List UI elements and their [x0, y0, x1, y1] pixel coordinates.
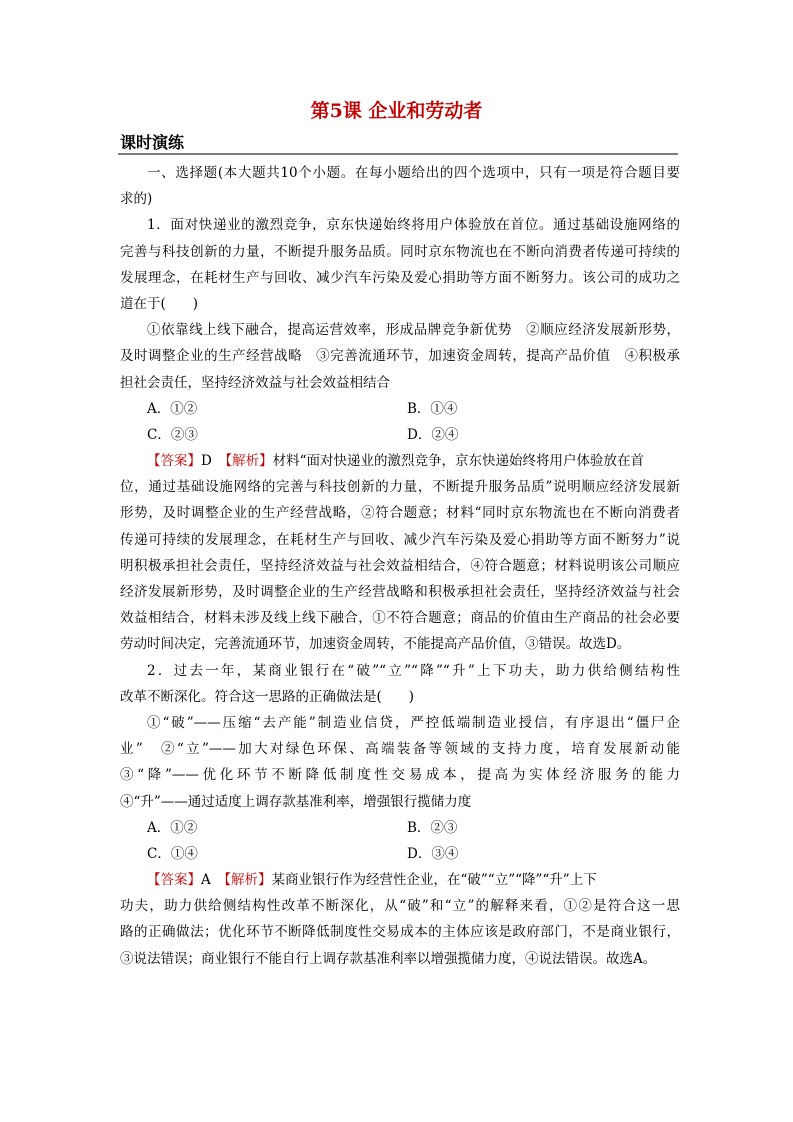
q1-stem-line: 道在于( ) [120, 295, 199, 312]
q1-option-c: C．②③ [147, 426, 198, 443]
q2-analysis-first: 某商业银行作为经营性企业，在“破”“立”“降”“升”上下 [271, 872, 597, 889]
q1-options-row [120, 396, 680, 422]
answer-tag: 【答案】 [147, 872, 201, 889]
answer-tag: 【答案】 [147, 453, 201, 470]
q2-statement-line: 业” ②“立”——加大对绿色环保、高端装备等领域的支持力度，培育发展新动能 [120, 741, 680, 758]
q1-option-b: B．①④ [407, 400, 458, 417]
q2-stem-line: 2．过去一年，某商业银行在“破”“立”“降”“升”上下功夫，助力供给侧结构性 [147, 662, 680, 679]
q1-analysis-line: 传递可持续的发展理念，在耗材生产与回收、减少汽车污染及爱心捐助等方面不断努力”说 [120, 531, 680, 548]
q1-answer: D [201, 453, 212, 470]
q1-analysis-line: 效益相结合，材料未涉及线上线下融合，①不符合题意；商品的价值由生产商品的社会必要 [120, 610, 680, 627]
q2-answer-line [120, 867, 680, 893]
section-heading: 课时演练 [120, 133, 185, 152]
q1-stem-line: 1．面对快递业的激烈竞争，京东快递始终将用户体验放在首位。通过基础设施网络的 [147, 217, 680, 234]
heading-divider [118, 153, 678, 155]
q2-analysis-line: ③说法错误；商业银行不能自行上调存款基准利率以增强揽储力度，④说法错误。故选A。 [120, 950, 657, 967]
exercise-content [120, 160, 680, 972]
q2-option-d: D．③④ [407, 845, 459, 862]
q2-analysis-line: 功夫，助力供给侧结构性改革不断深化，从“破”和“立”的解释来看，①②是符合这一思 [120, 898, 680, 915]
q1-statement-line: ①依靠线上线下融合，提高运营效率，形成品牌竞争新优势 ②顺应经济发展新形势， [147, 322, 680, 339]
q1-analysis-first: 材料“面对快递业的激烈竞争，京东快递始终将用户体验放在首 [272, 453, 644, 470]
q2-statement-line: ①“破”——压缩“去产能”制造业信贷，严控低端制造业授信，有序退出“僵尸企 [147, 714, 680, 731]
q1-options-row [120, 422, 680, 448]
q2-statement-line: ④“升”——通过适度上调存款基准利率，增强银行揽储力度 [120, 793, 472, 810]
q2-option-b: B．②③ [407, 819, 458, 836]
q1-analysis-line: 经济发展新形势，及时调整企业的生产经营战略和积极承担社会责任，坚持经济效益与社会 [120, 584, 680, 600]
q1-stem-line: 发展理念，在耗材生产与回收、减少汽车污染及爱心捐助等方面不断努力。该公司的成功之 [120, 269, 680, 286]
q2-answer: A [201, 872, 211, 889]
q2-statement-line: ③“降”——优化环节不断降低制度性交易成本，提高为实体经济服务的能力 [120, 767, 680, 784]
intro-line: 求的) [120, 191, 153, 208]
q1-statement-line: 及时调整企业的生产经营战略 ③完善流通环节，加速资金周转，提高产品价值 ④积极承 [120, 348, 680, 365]
q1-answer-line [120, 448, 680, 474]
q1-analysis-line: 劳动时间决定，完善流通环节，加速资金周转，不能提高产品价值，③错误。故选D。 [120, 636, 631, 653]
q1-analysis-line: 位，通过基础设施网络的完善与科技创新的力量，不断提升服务品质”说明顺应经济发展新 [120, 479, 680, 496]
q2-option-c: C．①④ [147, 845, 198, 862]
q2-options-row [120, 815, 680, 841]
q1-analysis-line: 明积极承担社会责任，坚持经济效益与社会效益相结合，④符合题意；材料说明该公司顺应 [120, 557, 680, 574]
q1-analysis-line: 形势，及时调整企业的生产经营战略，②符合题意；材料“同时京东物流也在不断向消费者 [120, 505, 680, 522]
analysis-tag: 【解析】 [225, 453, 273, 470]
q1-stem-line: 完善与科技创新的力量，不断提升服务品质。同时京东物流也在不断向消费者传递可持续的 [120, 243, 680, 260]
q2-option-a: A．①② [147, 819, 198, 836]
q2-options-row [120, 841, 680, 867]
lesson-title: 第5课 企业和劳动者 [310, 100, 483, 122]
q2-analysis-line: 路的正确做法；优化环节不断降低制度性交易成本的主体应该是政府部门，不是商业银行， [120, 924, 680, 941]
analysis-tag: 【解析】 [224, 872, 272, 889]
intro-line: 一、选择题(本大题共10个小题。在每小题给出的四个选项中，只有一项是符合题目要 [147, 165, 680, 181]
q2-stem-line: 改革不断深化。符合这一思路的正确做法是( ) [120, 688, 415, 705]
q1-option-a: A．①② [147, 400, 198, 417]
q1-statement-line: 担社会责任，坚持经济效益与社会效益相结合 [120, 374, 390, 391]
q1-option-d: D．②④ [407, 426, 459, 443]
